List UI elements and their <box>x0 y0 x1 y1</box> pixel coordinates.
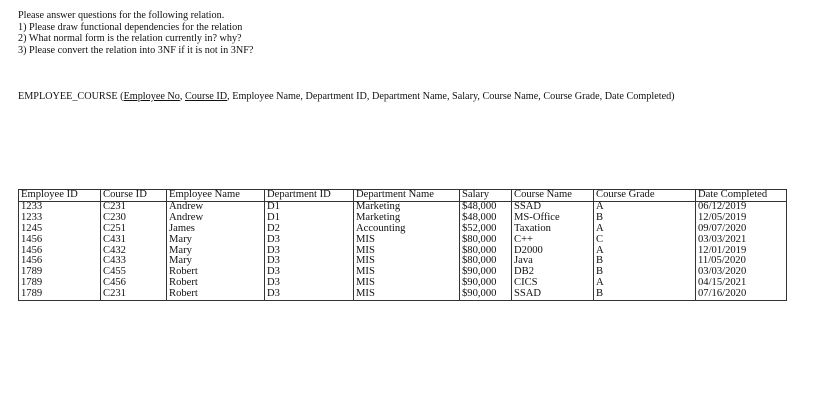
primary-key-course-id: Course ID <box>184 91 228 102</box>
table-cell: MS-Office <box>512 213 594 224</box>
column-header: Salary <box>460 190 512 202</box>
table-cell: C231 <box>101 201 167 212</box>
table-cell: MIS <box>354 246 460 257</box>
table-cell: 1233 <box>21 211 43 223</box>
table-cell: A <box>594 201 670 212</box>
table-cell: A <box>594 246 670 257</box>
table-cell-spacer <box>670 224 696 235</box>
table-cell: C231 <box>101 289 167 300</box>
instruction-line: 1) Please draw functional dependencies for the relation <box>18 21 243 33</box>
instruction-line: 2) What normal form is the relation currently in? why? <box>18 33 242 45</box>
instruction-line: 3) Please convert the relation into 3NF if it is not in 3NF? <box>18 44 254 56</box>
table-cell: Marketing <box>354 213 460 224</box>
table-cell: MIS <box>354 256 460 267</box>
table-cell: Robert <box>167 289 265 300</box>
table-cell: Mary <box>167 246 265 257</box>
table-cell-spacer <box>670 267 696 278</box>
table-cell: $48,000 <box>460 213 512 224</box>
table-cell: 04/15/2021 <box>696 278 787 289</box>
table-cell: $90,000 <box>460 289 512 300</box>
table-cell: D3 <box>265 235 354 246</box>
table-row <box>19 235 787 246</box>
table-cell: D2 <box>265 224 354 235</box>
table-cell: 03/03/2020 <box>696 267 787 278</box>
table-cell: MIS <box>354 278 460 289</box>
table-row <box>19 289 787 300</box>
table-cell: 1456 <box>21 255 43 267</box>
column-header: Employee ID <box>19 190 101 202</box>
table-cell: $48,000 <box>460 201 512 212</box>
table-cell: 12/05/2019 <box>696 213 787 224</box>
table-row <box>19 246 787 257</box>
table-cell-spacer <box>670 201 696 212</box>
column-header-spacer <box>670 190 696 202</box>
table-cell: MIS <box>354 289 460 300</box>
table-cell: A <box>594 278 670 289</box>
table-cell: MIS <box>354 235 460 246</box>
table-cell: $80,000 <box>460 256 512 267</box>
column-header: Department ID <box>265 190 354 202</box>
table-cell: C <box>594 235 670 246</box>
column-header: Employee Name <box>167 190 265 202</box>
table-row <box>19 201 787 212</box>
table-cell: $80,000 <box>460 246 512 257</box>
table-cell: B <box>594 256 670 267</box>
table-cell: C433 <box>101 256 167 267</box>
column-header: Department Name <box>354 190 460 202</box>
table-cell: MIS <box>354 267 460 278</box>
table-cell: $90,000 <box>460 278 512 289</box>
table-cell: 09/07/2020 <box>696 224 787 235</box>
table-cell: Mary <box>167 256 265 267</box>
table-row <box>19 278 787 289</box>
table-cell-spacer <box>670 278 696 289</box>
table-cell: Java <box>512 256 594 267</box>
table-cell: 07/16/2020 <box>696 289 787 300</box>
table-cell: D2000 <box>512 246 594 257</box>
table-cell: SSAD <box>512 201 594 212</box>
table-cell: C432 <box>101 246 167 257</box>
table-cell: C431 <box>101 235 167 246</box>
table-cell: D1 <box>265 201 354 212</box>
table-cell-spacer <box>670 213 696 224</box>
table-cell: 1789 <box>21 288 43 300</box>
table-row <box>19 224 787 235</box>
table-cell: 1789 <box>21 277 43 289</box>
table-cell: Andrew <box>167 213 265 224</box>
table-cell: C230 <box>101 213 167 224</box>
table-cell: D3 <box>265 289 354 300</box>
table-cell: A <box>594 224 670 235</box>
table-cell-spacer <box>670 235 696 246</box>
table-cell: Robert <box>167 267 265 278</box>
table-cell: C455 <box>101 267 167 278</box>
table-cell: DB2 <box>512 267 594 278</box>
instructions-block <box>18 10 253 56</box>
table-cell: B <box>594 213 670 224</box>
relation-separator: , <box>179 91 185 102</box>
table-cell: 03/03/2021 <box>696 235 787 246</box>
table-cell: D1 <box>265 213 354 224</box>
table-cell: Marketing <box>354 201 460 212</box>
table-cell: Andrew <box>167 201 265 212</box>
table-row <box>19 256 787 267</box>
table-cell: $90,000 <box>460 267 512 278</box>
table-cell: 1789 <box>21 266 43 278</box>
table-cell: D3 <box>265 256 354 267</box>
table-cell: D3 <box>265 246 354 257</box>
table-cell: 12/01/2019 <box>696 246 787 257</box>
table-cell: 1233 <box>21 200 43 212</box>
column-header: Date Completed <box>696 190 787 202</box>
table-cell: D3 <box>265 267 354 278</box>
table-cell: C456 <box>101 278 167 289</box>
table-cell: 1456 <box>21 233 43 245</box>
table-cell: Taxation <box>512 224 594 235</box>
table-cell: Mary <box>167 235 265 246</box>
table-cell-spacer <box>670 256 696 267</box>
table-cell: 1456 <box>21 244 43 256</box>
relation-schema <box>18 91 675 102</box>
primary-key-employee-no: Employee No <box>123 91 180 102</box>
relation-attributes: , Employee Name, Department ID, Department Name, Salary, Course Name, Course Grade, Date Completed) <box>227 91 675 102</box>
table-cell: James <box>167 224 265 235</box>
table-row <box>19 267 787 278</box>
table-cell: B <box>594 289 670 300</box>
table-cell: 11/05/2020 <box>696 256 787 267</box>
table-cell: 06/12/2019 <box>696 201 787 212</box>
table-cell-spacer <box>670 289 696 300</box>
table-cell: SSAD <box>512 289 594 300</box>
table-cell-spacer <box>670 246 696 257</box>
column-header: Course ID <box>101 190 167 202</box>
relation-name: EMPLOYEE_COURSE ( <box>18 91 124 102</box>
table-cell: $52,000 <box>460 224 512 235</box>
table-cell: C++ <box>512 235 594 246</box>
table-cell: D3 <box>265 278 354 289</box>
table-cell: C251 <box>101 224 167 235</box>
column-header: Course Grade <box>594 190 670 202</box>
table-cell: B <box>594 267 670 278</box>
employee-course-table <box>18 189 787 301</box>
table-header-row <box>19 190 787 202</box>
instruction-line: Please answer questions for the following relation. <box>18 10 225 21</box>
table-cell: CICS <box>512 278 594 289</box>
column-header: Course Name <box>512 190 594 202</box>
table-cell: Accounting <box>354 224 460 235</box>
table-cell: 1245 <box>21 222 43 234</box>
table-cell: Robert <box>167 278 265 289</box>
table-cell: $80,000 <box>460 235 512 246</box>
